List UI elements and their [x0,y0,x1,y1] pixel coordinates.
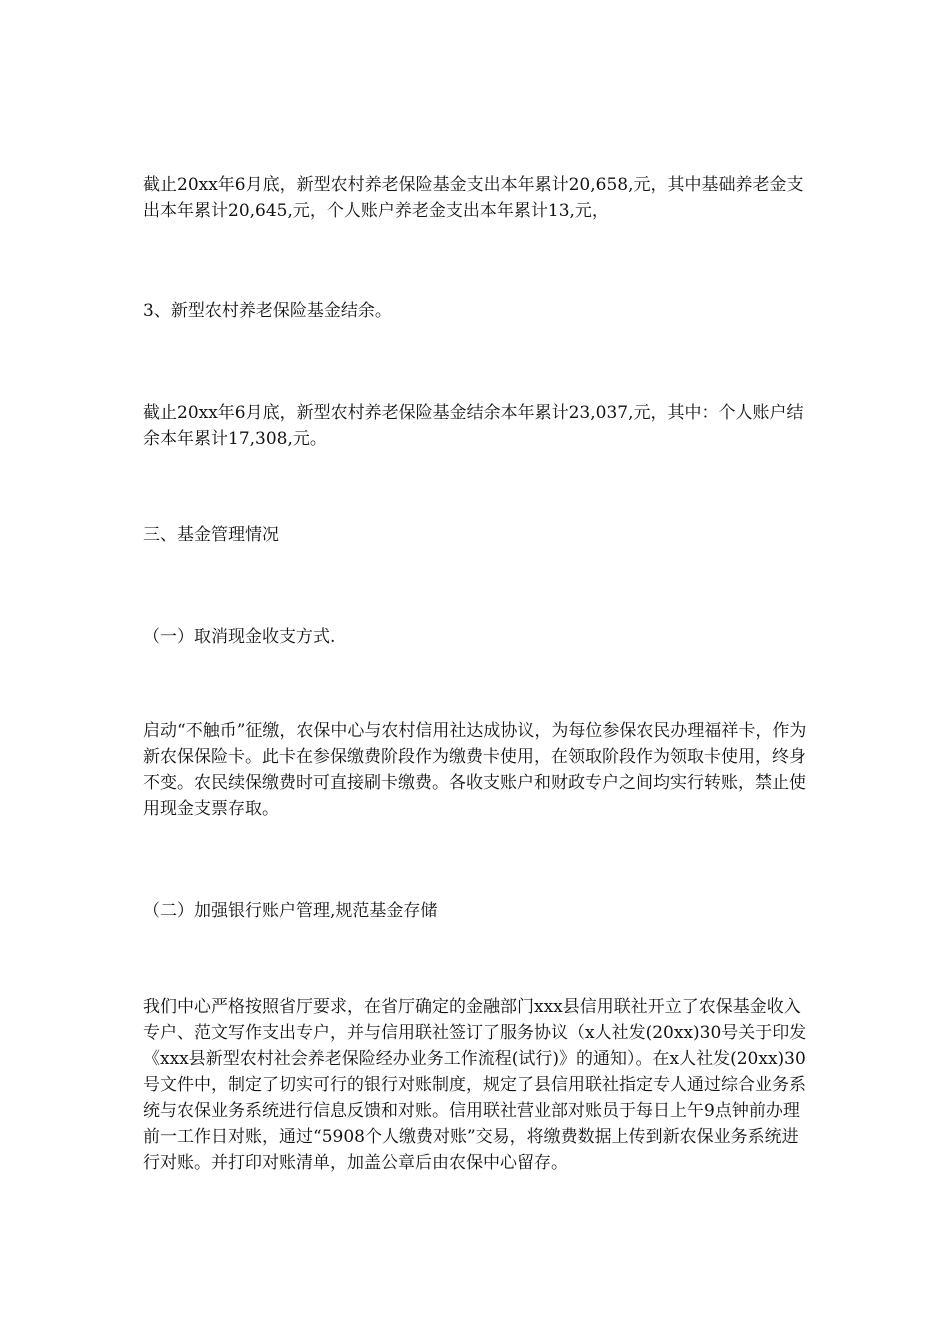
paragraph-cashless-collection: 启动“不触币”征缴，农保中心与农村信用社达成协议，为每位参保农民办理福祥卡，作为新农保保险卡。此卡在参保缴费阶段作为缴费卡使用，在领取阶段作为领取卡使用，终身不变。农民续保缴费时可直接刷卡缴费。各收支账户和财政专户之间均实行转账，禁止使用现金支票存取。 [143,721,807,819]
section-heading-fund-management: 三、基金管理情况 [143,525,279,545]
paragraph-fund-balance: 截止20xx年6月底，新型农村养老保险基金结余本年累计23,037,元，其中：个人账户结余本年累计17,308,元。 [143,403,804,449]
paragraph-bank-reconciliation: 我们中心严格按照省厅要求，在省厅确定的金融部门xxx县信用联社开立了农保基金收入专户、范文写作支出专户，并与信用联社签订了服务协议（x人社发(20xx)30号关于印发《xxx县新型农村社会养老保险经办业务工作流程(试行)》的通知）。在x人社发(20xx)30号文件中，制定了切实可行的银行对账制度，规定了县信用联社指定专人通过综合业务系统与农保业务系统进行信息反馈和对账。信用联社营业部对账员于每日上午9点钟前办理前一工作日对账，通过“5908个人缴费对账”交易，将缴费数据上传到新农保业务系统进行对账。并打印对账清单，加盖公章后由农保中心留存。 [143,997,807,1173]
subheading-cancel-cash: （一）取消现金收支方式. [143,627,336,647]
subheading-bank-account-management: （二）加强银行账户管理,规范基金存储 [143,901,438,921]
paragraph-fund-expenditure: 截止20xx年6月底，新型农村养老保险基金支出本年累计20,658,元，其中基础养老金支出本年累计20,645,元，个人账户养老金支出本年累计13,元， [143,175,804,221]
heading-fund-balance: 3、新型农村养老保险基金结余。 [143,301,392,321]
